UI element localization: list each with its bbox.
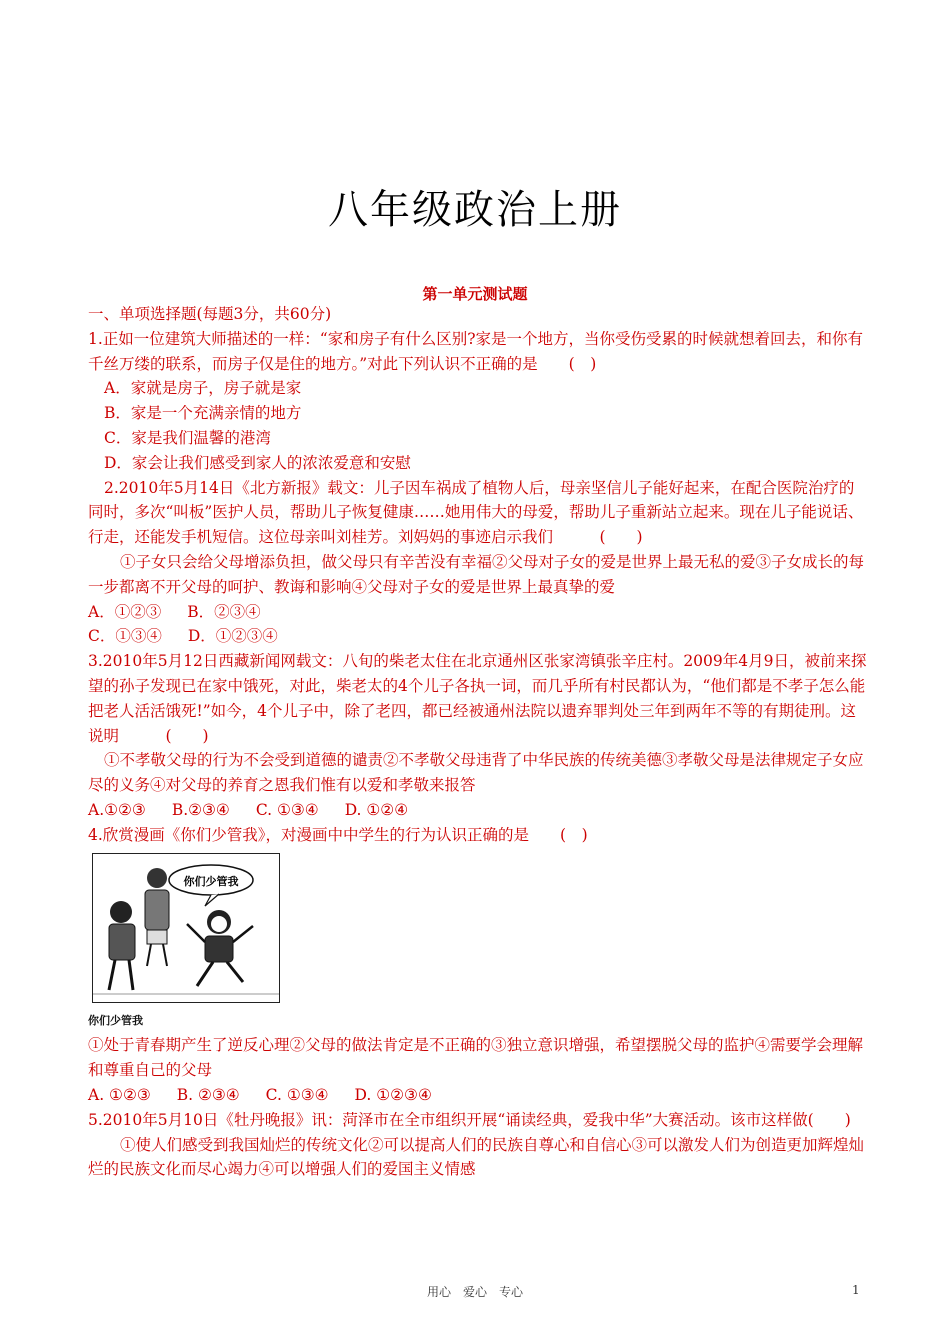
- q3-option-b: B.②③④: [171, 800, 230, 819]
- q5-stem: 5.2010年5月10日《牡丹晚报》讯：菏泽市在全市组织开展“诵读经典，爱我中华”大赛活动。该市这样做( ): [88, 1110, 851, 1129]
- q4-stem: 4.欣赏漫画《你们少管我》，对漫画中中学生的行为认识正确的是 ( ): [88, 825, 588, 844]
- q1-option-a: A．家就是房子，房子就是家: [104, 379, 302, 398]
- q2-options-row2: [88, 624, 868, 649]
- q2-options-row1: [88, 600, 868, 625]
- comic-drawing: [93, 854, 279, 1002]
- q3-option-a: A.①②③: [88, 800, 146, 819]
- q3-stem: 3.2010年5月12日西藏新闻网载文：八旬的柴老太住在北京通州区张家湾镇张辛庄村。2009年4月9日，被前来探望的孙子发现已在家中饿死，对此，柴老太的4个儿子各执一词，而几乎所有村民都认为，“他们都是不孝子怎么能把老人活活饿死!”如今，4个儿子中，除了老四，都已经被通州法院以遗弃罪判处三年到两年不等的有期徒刑。这说明 ( ): [88, 652, 867, 745]
- q2-option-d: D．①②③④: [187, 627, 278, 646]
- q3-statements: ①不孝敬父母的行为不会受到道德的谴责②不孝敬父母违背了中华民族的传统美德③孝敬父母是法律规定子女应尽的义务④对父母的养育之恩我们惟有以爱和孝敬来报答: [88, 751, 864, 795]
- content-body: [88, 302, 868, 1182]
- q3-option-c: C. ①③④: [255, 800, 319, 819]
- page-footer: 用心 爱心 专心: [426, 1285, 523, 1299]
- q2-statements: ①子女只会给父母增添负担，做父母只有辛苦没有幸福②父母对子女的爱是世界上最无私的爱③子女成长的每一步都离不开父母的呵护、教诲和影响④父母对子女的爱是世界上最真挚的爱: [88, 552, 865, 596]
- q2-option-c: C．①③④: [88, 627, 162, 646]
- q2-option-a: A．①②③: [88, 602, 162, 621]
- comic-caption: 你们少管我: [88, 1013, 143, 1027]
- q4-option-c: C. ①③④: [265, 1085, 329, 1104]
- q4-statements: ①处于青春期产生了逆反心理②父母的做法肯定是不正确的③独立意识增强，希望摆脱父母的监护④需要学会理解和尊重自己的父母: [88, 1036, 864, 1080]
- comic-illustration: [92, 853, 280, 1003]
- q4-option-d: D. ①②③④: [354, 1085, 432, 1104]
- q4-option-b: B. ②③④: [176, 1085, 240, 1104]
- q2-option-b: B．②③④: [187, 602, 261, 621]
- q4-options: [88, 1083, 868, 1108]
- q3-options: [88, 798, 868, 823]
- page-number: 1: [852, 1283, 860, 1297]
- q4-option-a: A. ①②③: [88, 1085, 151, 1104]
- document-title: 八年级政治上册: [328, 187, 622, 233]
- q3-option-d: D. ①②④: [344, 800, 409, 819]
- q1-option-b: B．家是一个充满亲情的地方: [104, 404, 302, 423]
- section-heading: 一、单项选择题(每题3分，共60分): [88, 305, 332, 323]
- q5-statements: ①使人们感受到我国灿烂的传统文化②可以提高人们的民族自尊心和自信心③可以激发人们为创造更加辉煌灿烂的民族文化而尽心竭力④可以增强人们的爱国主义情感: [88, 1135, 865, 1179]
- comic-speech-text: 你们少管我: [183, 874, 239, 888]
- q1-option-d: D．家会让我们感受到家人的浓浓爱意和安慰: [104, 453, 411, 472]
- unit-title: 第一单元测试题: [422, 285, 528, 303]
- q2-stem: 2.2010年5月14日《北方新报》载文：儿子因车祸成了植物人后，母亲坚信儿子能好起来，在配合医院治疗的同时，多次“叫板”医护人员，帮助儿子恢复健康……她用伟大的母爱，帮助儿子重新站立起来。现在儿子能说话、行走，还能发手机短信。这位母亲叫刘桂芳。刘妈妈的事迹启示我们 ( ): [88, 478, 864, 547]
- q1-option-c: C．家是我们温馨的港湾: [104, 428, 271, 447]
- q1-stem: 1.正如一位建筑大师描述的一样：“家和房子有什么区别?家是一个地方，当你受伤受累的时候就想着回去，和你有千丝万缕的联系，而房子仅是住的地方。”对此下列认识不正确的是 ( ): [88, 329, 864, 373]
